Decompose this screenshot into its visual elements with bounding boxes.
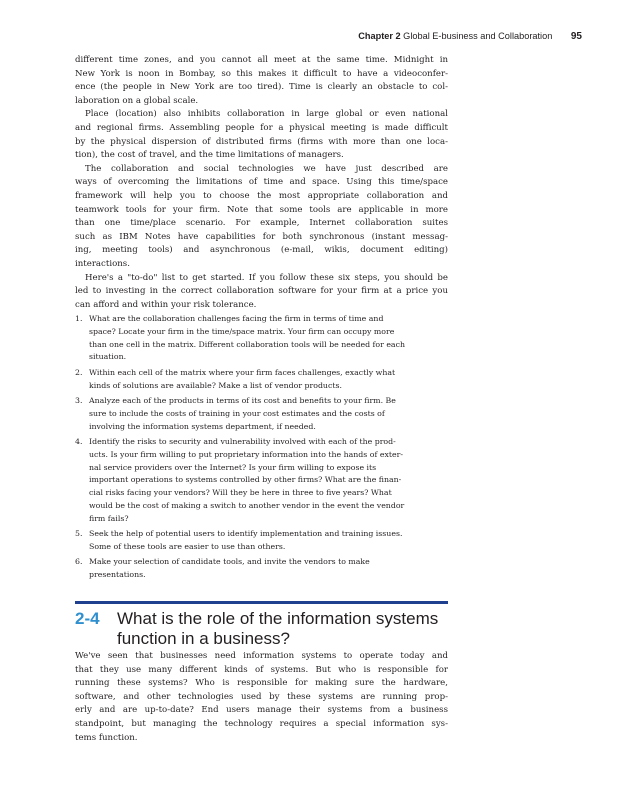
text-line: sure to include the costs of training in your cost estimates and the costs of <box>89 408 385 418</box>
text-line: would be the cost of making a switch to another vendor in the event the vendor <box>89 500 405 510</box>
paragraph-place <box>75 108 448 162</box>
text-line: running these systems? Who is responsible for making sure the hardware, <box>75 678 448 689</box>
section-paragraph <box>75 650 448 745</box>
text-line: erly and are up-to-date? End users manage their systems from a business <box>75 705 448 716</box>
list-item <box>75 436 450 526</box>
section-divider <box>75 601 448 604</box>
text-line: teamwork tools for your firm. Note that some tools are applicable in more <box>75 204 448 215</box>
text-line: ways of overcoming the limitations of time and space. Using this time/space <box>75 177 448 188</box>
text-line: standpoint, but managing the technology requires a special information sys- <box>75 718 448 729</box>
text-line: Within each cell of the matrix where your firm faces challenges, exactly what <box>89 367 396 377</box>
text-line: What are the collaboration challenges facing the firm in terms of time and <box>89 314 384 323</box>
list-item <box>75 528 450 554</box>
list-item-number: 4. <box>75 436 83 446</box>
list-item <box>75 395 450 433</box>
paragraph-time-zones <box>75 54 448 108</box>
text-line: ence (the people in New York are too tired). Time is clearly an obstacle to col- <box>75 82 448 93</box>
list-item <box>75 556 450 582</box>
paragraph-technologies <box>75 163 448 272</box>
text-line: laboration on a global scale. <box>75 95 199 106</box>
section-title-line: What is the role of the information systems <box>117 609 439 628</box>
list-item <box>75 367 450 393</box>
chapter-title: Global E-business and Collaboration <box>403 31 553 41</box>
section-title <box>117 609 447 649</box>
text-line: important operations to systems controlled by other firms? What are the finan- <box>89 475 402 485</box>
text-line: Identify the risks to security and vulnerability involved with each of the prod- <box>89 436 396 446</box>
list-item <box>75 313 450 364</box>
text-line: tion), the cost of travel, and the time limitations of managers. <box>75 150 344 161</box>
text-line: Some of these tools are easier to use than others. <box>89 541 286 551</box>
paragraph-todo <box>75 272 448 313</box>
list-item-number: 2. <box>75 367 83 377</box>
text-line: and regional firms. Assembling people for a physical meeting is made difficult <box>75 122 448 133</box>
text-line: ucts. Is your firm willing to put proprietary information into the hands of exter- <box>89 449 403 459</box>
text-line: than one cell in the matrix. Different collaboration tools will be needed for each <box>89 339 405 349</box>
text-line: Place (location) also inhibits collaboration in large global or even national <box>85 109 448 120</box>
chapter-label: Chapter 2 <box>358 31 401 41</box>
text-line: Analyze each of the products in terms of its cost and benefits to your firm. Be <box>89 395 396 405</box>
text-line: New York is noon in Bombay, so this makes it difficult to have a videoconfer- <box>75 68 448 79</box>
text-line: can afford and within your risk tolerance. <box>75 299 257 310</box>
steps-list <box>75 313 450 585</box>
text-line: framework will help you to choose the most appropriate collaboration and <box>75 190 448 201</box>
text-line: involving the information systems department, if needed. <box>89 421 316 431</box>
text-line: We've seen that businesses need information systems to operate today and <box>75 651 448 661</box>
text-line: Make your selection of candidate tools, and invite the vendors to make <box>89 557 370 567</box>
text-line: interactions. <box>75 258 130 269</box>
text-line: that they use many different kinds of systems. But who is responsible for <box>75 664 448 675</box>
text-line: than one time/place scenario. For example, Internet collaboration suites <box>75 218 448 229</box>
text-line: situation. <box>89 352 127 362</box>
list-item-number: 6. <box>75 557 83 567</box>
text-line: led to investing in the correct collaboration software for your firm at a price you <box>75 286 448 297</box>
running-header <box>0 31 582 42</box>
page-number: 95 <box>570 31 582 42</box>
text-line: cial risks facing your vendors? Will they be here in three to five years? What <box>89 488 392 498</box>
text-line: such as IBM Notes have capabilities for both synchronous (instant messag- <box>75 231 448 242</box>
text-line: kinds of solutions are available? Make a list of vendor products. <box>89 380 342 390</box>
text-line: presentations. <box>89 570 146 580</box>
text-line: Seek the help of potential users to identify implementation and training issues. <box>89 529 403 539</box>
list-item-number: 5. <box>75 529 83 539</box>
text-line: different time zones, and you cannot all meet at the same time. Midnight in <box>75 55 448 65</box>
text-line: space? Locate your firm in the time/space matrix. Your firm can occupy more <box>89 326 395 336</box>
list-item-number: 3. <box>75 395 83 405</box>
text-line: software, and other technologies used by these systems are running prop- <box>75 691 448 702</box>
text-line: nal service providers over the Internet? Is your firm willing to expose its <box>89 462 377 472</box>
text-line: tems function. <box>75 732 138 743</box>
body-text <box>75 54 448 312</box>
list-item-number: 1. <box>75 314 83 323</box>
text-line: firm fails? <box>89 513 129 523</box>
text-line: by the physical dispersion of distributed firms (firms with more than one loca- <box>75 136 448 147</box>
section-number: 2-4 <box>75 609 100 628</box>
text-line: ing, meeting tools) and asynchronous (e-mail, wikis, document editing) <box>75 245 448 256</box>
text-line: Here's a "to-do" list to get started. If you follow these six steps, you should be <box>85 272 448 283</box>
section-title-line: function in a business? <box>117 629 290 648</box>
text-line: The collaboration and social technologies we have just described are <box>85 163 448 174</box>
